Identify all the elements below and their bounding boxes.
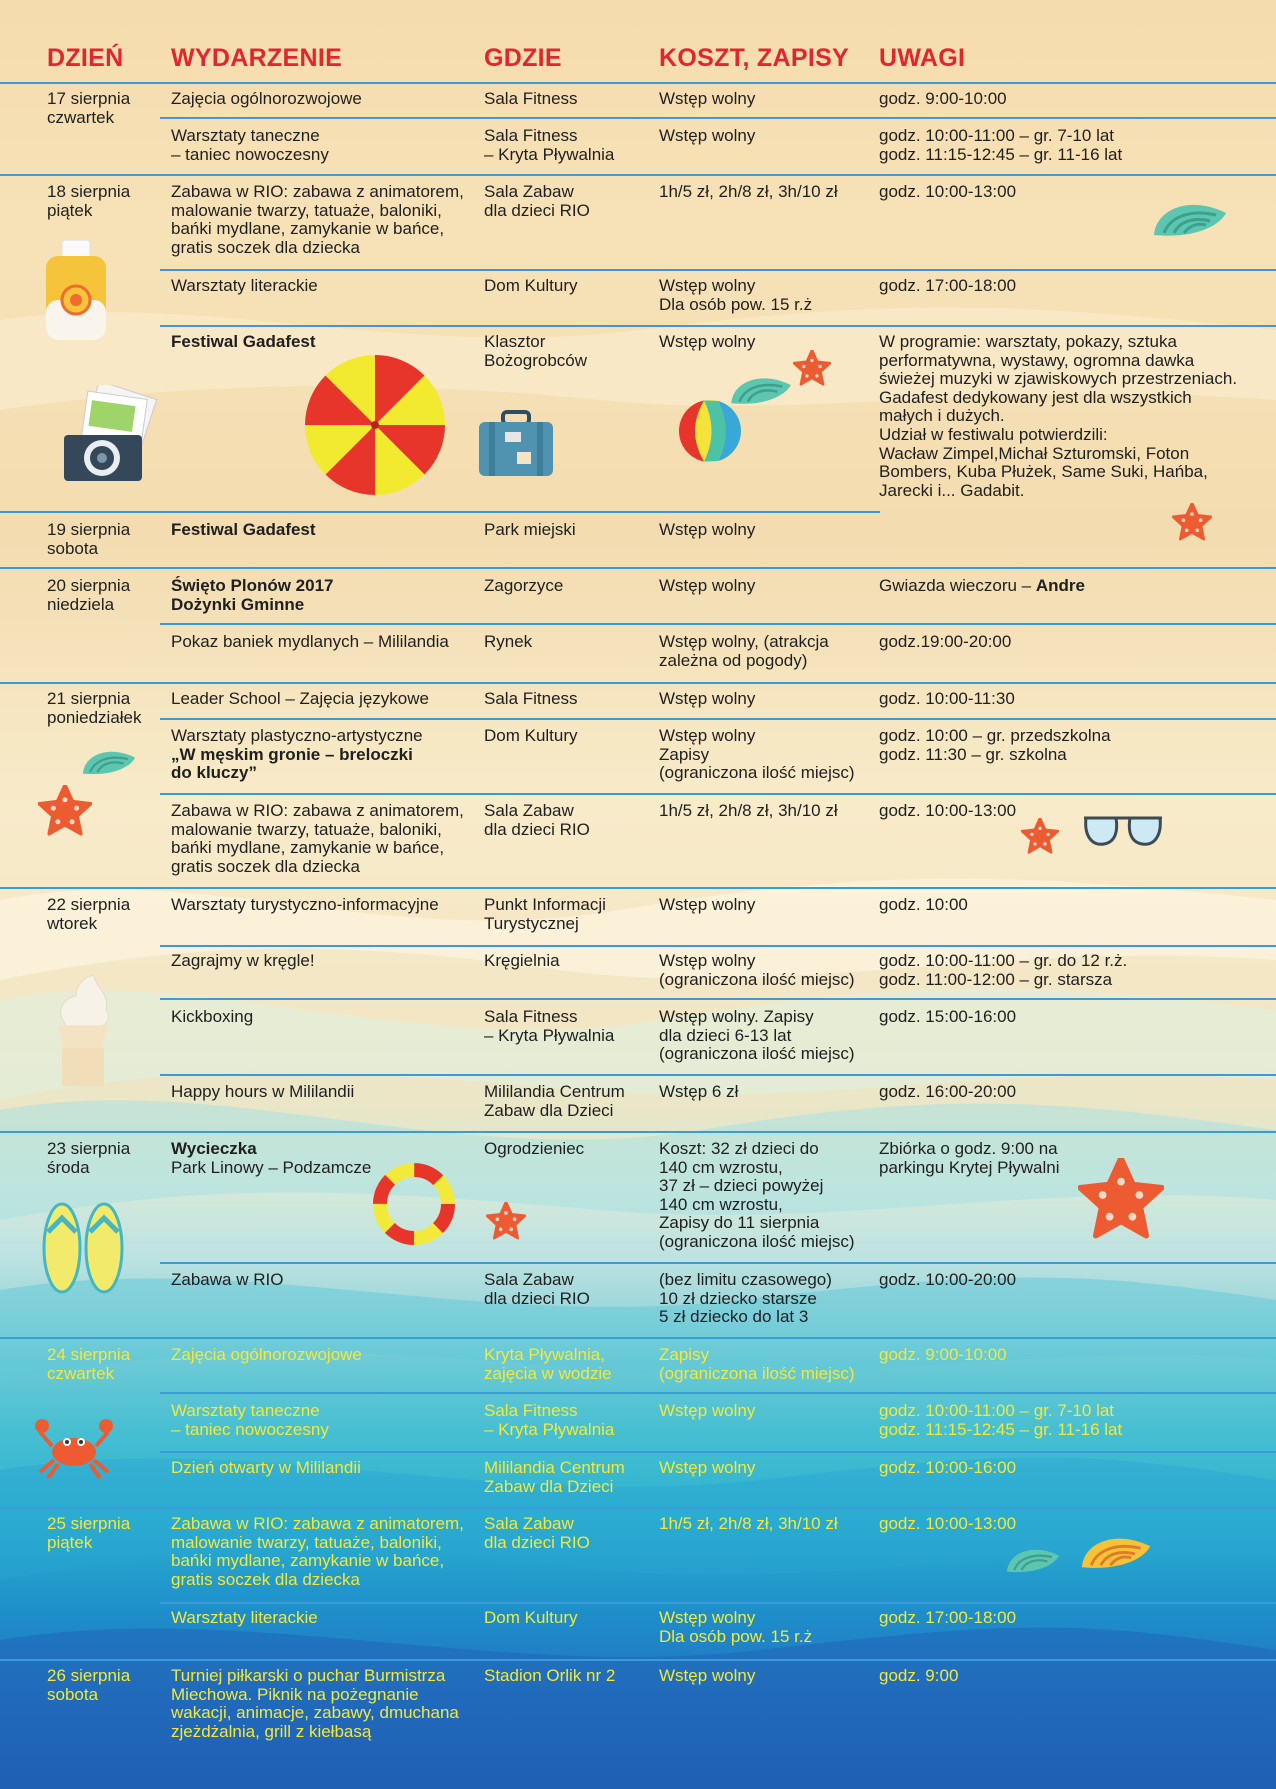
event-cell: Zabawa w RIO: zabawa z animatorem, malowanie twarzy, tatuaże, baloniki, bańki mydlane, zamykanie w bańce, gratis soczek dla dziecka <box>171 1514 464 1589</box>
event-cell: Zajęcia ogólnorozwojowe <box>171 1345 362 1364</box>
row-divider <box>0 682 1276 684</box>
event-cell: Warsztaty taneczne – taniec nowoczesny <box>171 126 329 164</box>
header-where: GDZIE <box>484 44 562 72</box>
notes-cell: godz. 17:00-18:00 <box>879 276 1017 295</box>
flip-flops-icon <box>40 1202 126 1294</box>
cost-cell: Zapisy (ograniczona ilość miejsc) <box>659 1345 855 1383</box>
header-notes: UWAGI <box>879 44 966 72</box>
conch-shell-icon <box>1078 1526 1154 1578</box>
day-cell: 24 sierpnia czwartek <box>47 1345 131 1383</box>
notes-cell: godz. 9:00-10:00 <box>879 89 1007 108</box>
event-cell: Festiwal Gadafest <box>171 332 316 351</box>
row-divider <box>160 117 1276 119</box>
row-divider <box>160 1392 1276 1394</box>
notes-cell: godz. 16:00-20:00 <box>879 1082 1017 1101</box>
notes-cell: godz. 10:00-13:00 <box>879 801 1017 820</box>
cost-cell: 1h/5 zł, 2h/8 zł, 3h/10 zł <box>659 182 838 201</box>
notes-cell: Gwiazda wieczoru – Andre <box>879 576 1085 595</box>
where-cell: Mililandia Centrum Zabaw dla Dzieci <box>484 1458 625 1496</box>
notes-cell: godz. 9:00-10:00 <box>879 1345 1007 1364</box>
where-cell: Stadion Orlik nr 2 <box>484 1666 616 1685</box>
cost-cell: Wstęp wolny <box>659 332 756 351</box>
where-cell: Klasztor Bożogrobców <box>484 332 588 370</box>
cost-cell: Wstęp wolny (ograniczona ilość miejsc) <box>659 951 855 989</box>
cost-cell: Wstęp wolny <box>659 576 756 595</box>
row-divider <box>160 1074 1276 1076</box>
where-cell: Sala Zabaw dla dzieci RIO <box>484 1270 590 1308</box>
event-cell: Kickboxing <box>171 1007 254 1026</box>
row-divider <box>160 998 1276 1000</box>
where-cell: Mililandia Centrum Zabaw dla Dzieci <box>484 1082 625 1120</box>
header-event: WYDARZENIE <box>171 44 343 72</box>
row-divider <box>160 1262 1276 1264</box>
event-cell: Zabawa w RIO: zabawa z animatorem, malowanie twarzy, tatuaże, baloniki, bańki mydlane, zamykanie w bańce, gratis soczek dla dziecka <box>171 801 464 876</box>
cost-cell: Wstęp 6 zł <box>659 1082 739 1101</box>
row-divider <box>160 325 1276 327</box>
event-cell: Warsztaty taneczne – taniec nowoczesny <box>171 1401 329 1439</box>
event-cell: Happy hours w Mililandii <box>171 1082 355 1101</box>
notes-cell: godz.19:00-20:00 <box>879 632 1012 651</box>
notes-cell: godz. 10:00-11:00 – gr. 7-10 lat godz. 11:15-12:45 – gr. 11-16 lat <box>879 1401 1123 1439</box>
notes-cell: godz. 10:00 <box>879 895 968 914</box>
seashell-icon <box>80 742 138 782</box>
event-cell: Dzień otwarty w Mililandii <box>171 1458 361 1477</box>
cost-cell: Wstęp wolny <box>659 895 756 914</box>
where-cell: Sala Zabaw dla dzieci RIO <box>484 1514 590 1552</box>
sunscreen-bottle-icon <box>42 240 110 342</box>
day-cell: 26 sierpnia sobota <box>47 1666 131 1704</box>
row-divider <box>0 1131 1276 1133</box>
notes-cell: godz. 10:00-13:00 <box>879 1514 1017 1533</box>
starfish-icon <box>1021 818 1059 856</box>
where-cell: Park miejski <box>484 520 576 539</box>
notes-cell: godz. 10:00-16:00 <box>879 1458 1017 1477</box>
notes-cell: godz. 10:00-20:00 <box>879 1270 1017 1289</box>
life-ring-icon <box>372 1162 456 1246</box>
day-cell: 23 sierpnia środa <box>47 1139 131 1177</box>
row-divider <box>160 718 1276 720</box>
notes-cell: godz. 10:00-13:00 <box>879 182 1017 201</box>
cost-cell: Wstęp wolny Dla osób pow. 15 r.ż <box>659 276 813 314</box>
cost-cell: (bez limitu czasowego) 10 zł dziecko starsze 5 zł dziecko do lat 3 <box>659 1270 832 1327</box>
where-cell: Ogrodzieniec <box>484 1139 585 1158</box>
row-divider <box>160 1602 1276 1604</box>
cost-cell: Wstęp wolny <box>659 689 756 708</box>
row-divider <box>160 623 1276 625</box>
event-cell: Warsztaty plastyczno-artystyczne „W męskim gronie – breloczki do kluczy” <box>171 726 423 783</box>
row-divider <box>0 887 1276 889</box>
cost-cell: Wstęp wolny. Zapisy dla dzieci 6-13 lat (ograniczona ilość miejsc) <box>659 1007 855 1064</box>
row-divider <box>0 82 1276 84</box>
where-cell: Sala Fitness – Kryta Pływalnia <box>484 126 615 164</box>
notes-cell: godz. 10:00-11:00 – gr. 7-10 lat godz. 11:15-12:45 – gr. 11-16 lat <box>879 126 1123 164</box>
header-cost: KOSZT, ZAPISY <box>659 44 850 72</box>
suitcase-icon <box>477 410 555 478</box>
where-cell: Sala Zabaw dla dzieci RIO <box>484 182 590 220</box>
where-cell: Dom Kultury <box>484 1608 578 1627</box>
row-divider <box>0 1659 1276 1661</box>
row-divider <box>0 511 880 513</box>
row-divider <box>160 945 1276 947</box>
cost-cell: Wstęp wolny Zapisy (ograniczona ilość miejsc) <box>659 726 855 783</box>
row-divider <box>0 174 1276 176</box>
notes-cell: godz. 17:00-18:00 <box>879 1608 1017 1627</box>
event-cell: Festiwal Gadafest <box>171 520 316 539</box>
day-cell: 22 sierpnia wtorek <box>47 895 131 933</box>
notes-cell: godz. 9:00 <box>879 1666 959 1685</box>
day-cell: 18 sierpnia piątek <box>47 182 131 220</box>
cost-cell: Wstęp wolny <box>659 1458 756 1477</box>
where-cell: Sala Fitness <box>484 89 578 108</box>
notes-cell: godz. 15:00-16:00 <box>879 1007 1017 1026</box>
notes-cell: godz. 10:00-11:30 <box>879 689 1015 708</box>
crab-icon <box>34 1412 114 1480</box>
where-cell: Kryta Pływalnia, zajęcia w wodzie <box>484 1345 612 1383</box>
starfish-icon <box>793 350 831 388</box>
where-cell: Sala Zabaw dla dzieci RIO <box>484 801 590 839</box>
row-divider <box>0 567 1276 569</box>
where-cell: Rynek <box>484 632 533 651</box>
day-cell: 21 sierpnia poniedziałek <box>47 689 142 727</box>
notes-cell: godz. 10:00-11:00 – gr. do 12 r.ż. godz. 11:00-12:00 – gr. starsza <box>879 951 1128 989</box>
cost-cell: 1h/5 zł, 2h/8 zł, 3h/10 zł <box>659 801 838 820</box>
event-cell: Święto Plonów 2017 Dożynki Gminne <box>171 576 334 614</box>
cost-cell: Wstęp wolny, (atrakcja zależna od pogody) <box>659 632 829 670</box>
cost-cell: Wstęp wolny <box>659 1401 756 1420</box>
notes-cell: W programie: warsztaty, pokazy, sztuka performatywna, wystawy, ogromna dawka świeżej muzyki w zjawiskowych przestrzeniach. Gadafest dedykowany jest dla wszystkich małych i dużych. Udział w festiwalu potwierdzili: Wacław Zimpel,Michał Szturomski, Foton Bombers, Kuba Płużek, Same Suki, Hańba, Jarecki i... Gadabit. <box>879 332 1238 500</box>
starfish-icon <box>38 785 92 839</box>
event-cell: Turniej piłkarski o puchar Burmistrza Miechowa. Piknik na pożegnanie wakacji, animacje, zabawy, dmuchana zjeżdżalnia, grill z kiełbasą <box>171 1666 459 1741</box>
seashell-icon <box>728 370 794 410</box>
event-cell: Wycieczka Park Linowy – Podzamcze <box>171 1139 372 1177</box>
seashell-icon <box>1004 1540 1062 1580</box>
cost-cell: Wstęp wolny <box>659 520 756 539</box>
cost-cell: Wstęp wolny Dla osób pow. 15 r.ż <box>659 1608 813 1646</box>
starfish-icon <box>486 1202 526 1242</box>
seashell-icon <box>1150 195 1230 243</box>
where-cell: Sala Fitness <box>484 689 578 708</box>
row-divider <box>0 1337 1276 1339</box>
row-divider <box>0 1507 1276 1509</box>
day-cell: 20 sierpnia niedziela <box>47 576 131 614</box>
beach-umbrella-icon <box>300 350 450 495</box>
sunglasses-icon <box>1082 812 1164 850</box>
where-cell: Sala Fitness – Kryta Pływalnia <box>484 1401 615 1439</box>
camera-photos-icon <box>60 385 175 485</box>
event-cell: Warsztaty turystyczno-informacyjne <box>171 895 439 914</box>
starfish-icon <box>1078 1158 1164 1244</box>
event-cell: Warsztaty literackie <box>171 276 318 295</box>
ice-cream-icon <box>50 970 116 1090</box>
where-cell: Dom Kultury <box>484 726 578 745</box>
event-cell: Zajęcia ogólnorozwojowe <box>171 89 362 108</box>
where-cell: Zagorzyce <box>484 576 564 595</box>
event-cell: Warsztaty literackie <box>171 1608 318 1627</box>
header-day: DZIEŃ <box>47 44 124 72</box>
notes-cell: godz. 10:00 – gr. przedszkolna godz. 11:30 – gr. szkolna <box>879 726 1111 764</box>
where-cell: Sala Fitness – Kryta Pływalnia <box>484 1007 615 1045</box>
cost-cell: 1h/5 zł, 2h/8 zł, 3h/10 zł <box>659 1514 838 1533</box>
event-cell: Pokaz baniek mydlanych – Mililandia <box>171 632 449 651</box>
row-divider <box>160 793 1276 795</box>
event-cell: Zabawa w RIO: zabawa z animatorem, malowanie twarzy, tatuaże, baloniki, bańki mydlane, zamykanie w bańce, gratis soczek dla dziecka <box>171 182 464 257</box>
starfish-icon <box>1172 503 1212 543</box>
day-cell: 19 sierpnia sobota <box>47 520 131 558</box>
row-divider <box>160 269 1276 271</box>
where-cell: Kręgielnia <box>484 951 560 970</box>
where-cell: Punkt Informacji Turystycznej <box>484 895 606 933</box>
row-divider <box>160 1451 1276 1453</box>
event-cell: Leader School – Zajęcia językowe <box>171 689 429 708</box>
event-cell: Zabawa w RIO <box>171 1270 284 1289</box>
event-cell: Zagrajmy w kręgle! <box>171 951 315 970</box>
cost-cell: Wstęp wolny <box>659 89 756 108</box>
notes-cell: Zbiórka o godz. 9:00 na parkingu Krytej Pływalni <box>879 1139 1060 1177</box>
cost-cell: Wstęp wolny <box>659 1666 756 1685</box>
cost-cell: Wstęp wolny <box>659 126 756 145</box>
day-cell: 25 sierpnia piątek <box>47 1514 131 1552</box>
where-cell: Dom Kultury <box>484 276 578 295</box>
cost-cell: Koszt: 32 zł dzieci do 140 cm wzrostu, 37 zł – dzieci powyżej 140 cm wzrostu, Zapisy do 11 sierpnia (ograniczona ilość miejsc) <box>659 1139 855 1251</box>
day-cell: 17 sierpnia czwartek <box>47 89 131 127</box>
